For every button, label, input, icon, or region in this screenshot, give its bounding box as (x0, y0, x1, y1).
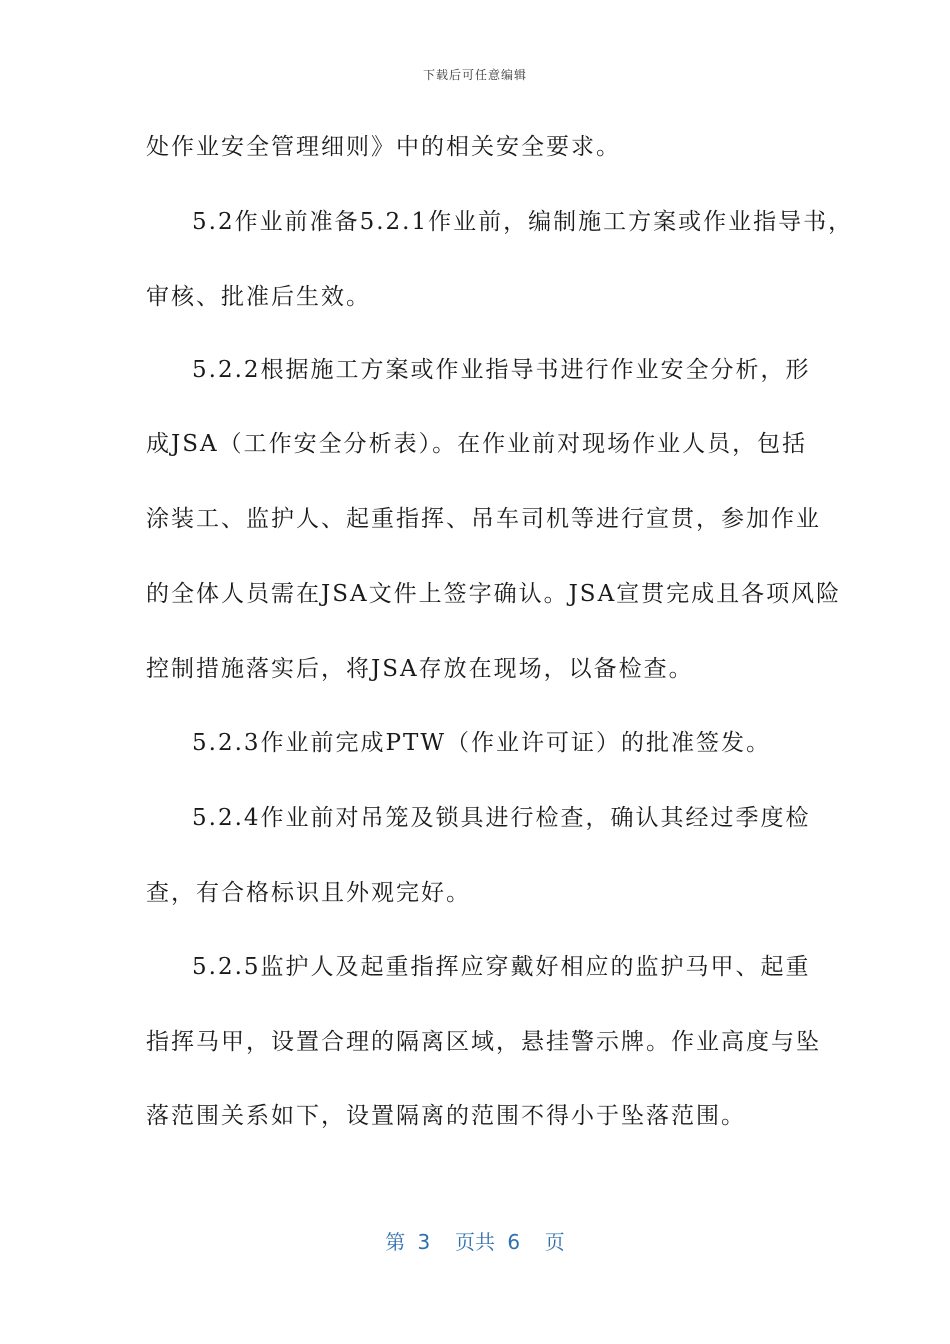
page-header-note: 下载后可任意编辑 (422, 68, 527, 82)
body-line-4: 5.2.2根据施工方案或作业指导书进行作业安全分析，形 (192, 357, 811, 383)
body-line-11: 查，有合格标识且外观完好。 (146, 880, 471, 906)
body-line-5: 成JSA（工作安全分析表）。在作业前对现场作业人员，包括 (146, 431, 808, 457)
page-number-footer: 第 3 页共 6 页 (385, 1230, 565, 1254)
body-line-7: 的全体人员需在JSA文件上签字确认。JSA宣贯完成且各项风险 (146, 581, 842, 607)
body-line-3: 审核、批准后生效。 (146, 284, 371, 310)
body-line-10: 5.2.4作业前对吊笼及锁具进行检查，确认其经过季度检 (192, 805, 811, 831)
body-line-12: 5.2.5监护人及起重指挥应穿戴好相应的监护马甲、起重 (192, 954, 811, 980)
body-line-1: 处作业安全管理细则》中的相关安全要求。 (146, 134, 621, 160)
body-line-6: 涂装工、监护人、起重指挥、吊车司机等进行宣贯，参加作业 (146, 506, 821, 532)
body-line-8: 控制措施落实后，将JSA存放在现场，以备检查。 (146, 656, 694, 682)
body-line-14: 落范围关系如下，设置隔离的范围不得小于坠落范围。 (146, 1103, 746, 1129)
body-line-13: 指挥马甲，设置合理的隔离区域，悬挂警示牌。作业高度与坠 (146, 1029, 821, 1055)
body-line-9: 5.2.3作业前完成PTW（作业许可证）的批准签发。 (192, 730, 771, 756)
body-line-2: 5.2作业前准备5.2.1作业前，编制施工方案或作业指导书， (192, 209, 854, 235)
